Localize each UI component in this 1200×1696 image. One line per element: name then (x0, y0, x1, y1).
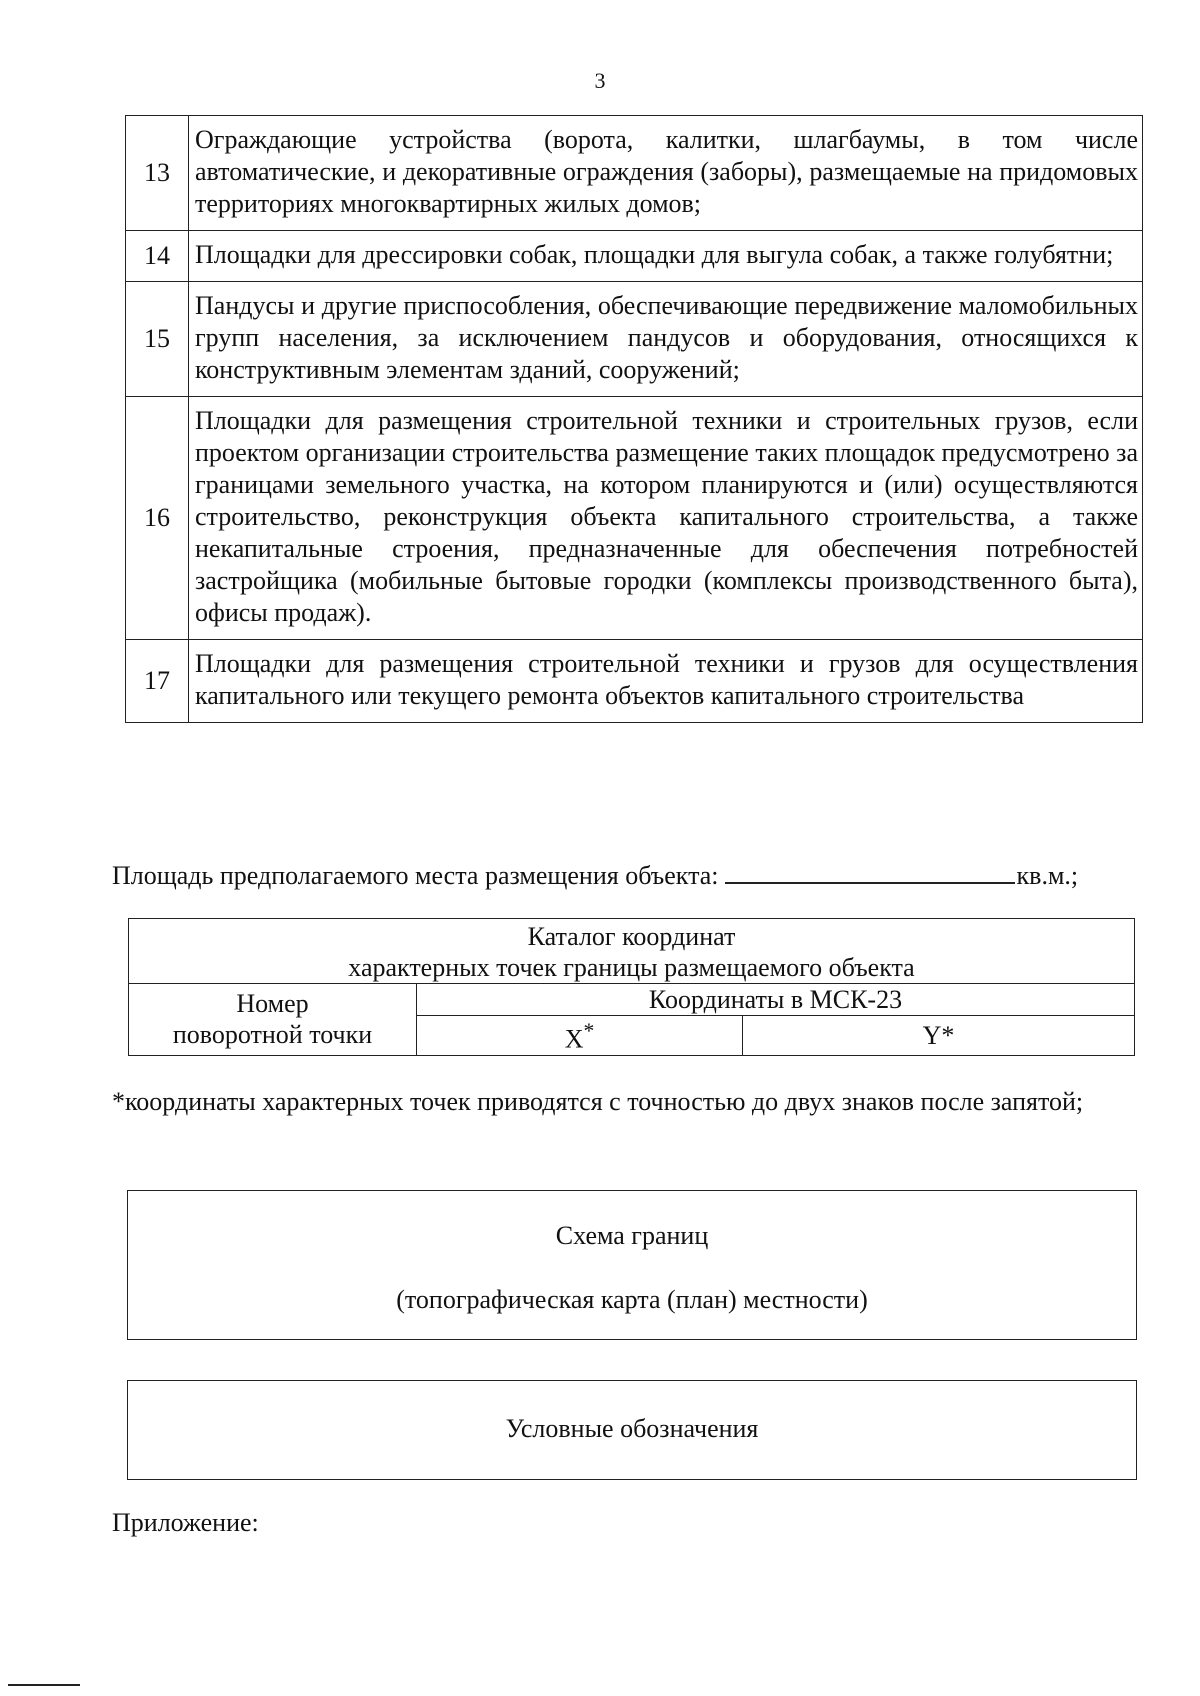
area-label: Площадь предполагаемого места размещения объекта: (112, 861, 719, 890)
row-text: Площадки для размещения строительной техники и строительных грузов, если проектом организации строительства размещение таких площадок предусмотрено за границами земельного участка, на котором планируются и (или) осуществляются строительство, реконструкция объекта капитального строительства, а также некапитальные строения, предназначенные для обеспечения потребностей застройщика (мобильные бытовые городки (комплексы производственного быта), офисы продаж). (189, 397, 1143, 640)
row-number: 14 (126, 231, 189, 282)
row-text: Площадки для размещения строительной техники и грузов для осуществления капитального или текущего ремонта объектов капитального строительства (189, 640, 1143, 723)
boundary-scheme-title: Схема границ (555, 1221, 709, 1250)
row-text: Площадки для дрессировки собак, площадки для выгула собак, а также голубятни; (189, 231, 1143, 282)
coordinates-footnote: *координаты характерных точек приводятся с точностью до двух знаков после запятой; (112, 1087, 1084, 1116)
col-header-x-label: X (564, 1024, 584, 1054)
area-unit: кв.м.; (1016, 861, 1079, 890)
row-number: 17 (126, 640, 189, 723)
col-header-coordinates: Координаты в МСК-23 (417, 984, 1135, 1016)
row-text: Ограждающие устройства (ворота, калитки, шлагбаумы, в том числе автоматические, и декоративные ограждения (заборы), размещаемые на придомовых территориях многоквартирных жилых домов; (189, 116, 1143, 231)
coordinates-title-line2: характерных точек границы размещаемого объекта (348, 953, 915, 982)
table-row (126, 640, 1143, 723)
object-types-table (125, 115, 1143, 723)
table-row (126, 116, 1143, 231)
coordinates-table-title (129, 919, 1135, 984)
table-row (126, 282, 1143, 397)
coordinates-table (128, 918, 1135, 1056)
footnote-separator-line (8, 1684, 80, 1686)
legend-box (127, 1380, 1137, 1480)
col-header-x (417, 1016, 743, 1056)
col-header-y: Y* (743, 1016, 1135, 1056)
area-line (112, 858, 1152, 891)
col-header-point-number-line1: Номер (236, 989, 309, 1019)
table-row (126, 397, 1143, 640)
boundary-scheme-box (127, 1190, 1137, 1340)
row-number: 15 (126, 282, 189, 397)
appendix-label: Приложение: (112, 1508, 259, 1537)
coordinates-title-line1: Каталог координат (527, 922, 736, 951)
col-header-point-number (129, 984, 417, 1056)
legend-title: Условные обозначения (505, 1414, 759, 1443)
col-header-x-mark: * (583, 1019, 595, 1043)
row-number: 16 (126, 397, 189, 640)
boundary-scheme-subtitle: (топографическая карта (план) местности) (396, 1285, 868, 1314)
area-value-blank (725, 858, 1015, 884)
row-text: Пандусы и другие приспособления, обеспечивающие передвижение маломобильных групп населения, за исключением пандусов и оборудования, относящихся к конструктивным элементам зданий, сооружений; (189, 282, 1143, 397)
row-number: 13 (126, 116, 189, 231)
table-row (126, 231, 1143, 282)
page-number: 3 (594, 68, 606, 93)
col-header-point-number-line2: поворотной точки (172, 1020, 373, 1050)
